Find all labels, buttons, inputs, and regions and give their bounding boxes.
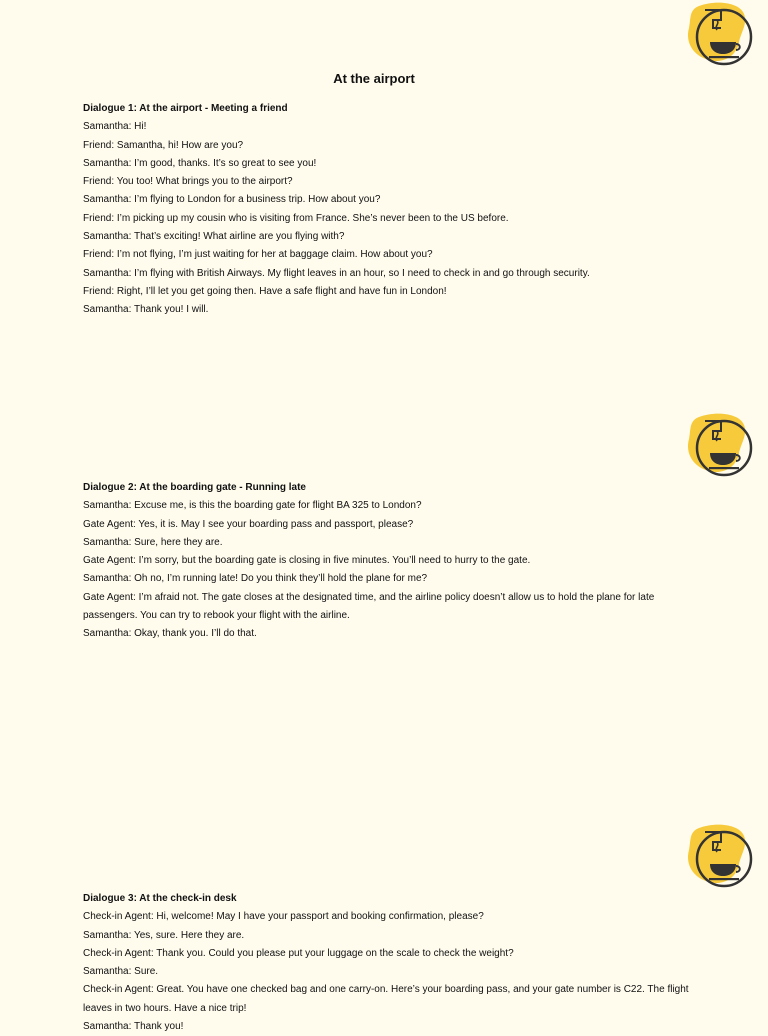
dialogue-line: Samantha: Thank you! [83, 1021, 184, 1033]
coffee-cup-logo-svg [685, 413, 755, 477]
dialogue-line: Friend: I’m picking up my cousin who is visiting from France. She’s never been to the US before. [83, 212, 509, 224]
dialogue-line: Friend: Right, I’ll let you get going then. Have a safe flight and have fun in London! [83, 285, 447, 297]
dialogue-section-2 [83, 479, 693, 644]
coffee-cup-logo-icon [685, 413, 755, 477]
dialogue-line: Samantha: Sure. [83, 966, 159, 978]
dialogue-section-3 [83, 890, 693, 1036]
dialogue-line: Samantha: Hi! [83, 121, 147, 133]
coffee-cup-logo-svg [685, 2, 755, 66]
dialogue-line: Samantha: Oh no, I’m running late! Do you think they’ll hold the plane for me? [83, 573, 428, 585]
dialogue-line: Check-in Agent: Thank you. Could you please put your luggage on the scale to check the weight? [83, 947, 514, 959]
dialogue-line: Gate Agent: Yes, it is. May I see your boarding pass and passport, please? [83, 518, 414, 530]
dialogue-line: Samantha: Excuse me, is this the boarding gate for flight BA 325 to London? [83, 500, 422, 512]
dialogue-line: Friend: I’m not flying, I’m just waiting for her at baggage claim. How about you? [83, 249, 433, 261]
dialogue-line: Samantha: Sure, here they are. [83, 536, 223, 548]
dialogue-line: Samantha: Okay, thank you. I’ll do that. [83, 628, 257, 640]
dialogue-line: Check-in Agent: Great. You have one checked bag and one carry-on. Here’s your boarding pass, and your gate number is C22. The flight leaves in two hours. Have a nice trip! [83, 984, 689, 1014]
dialogue-line: Samantha: I’m flying with British Airways. My flight leaves in an hour, so I need to check in and go through security. [83, 267, 590, 279]
dialogue-heading: Dialogue 2: At the boarding gate - Running late [83, 482, 306, 493]
coffee-cup-logo-svg [685, 824, 755, 888]
dialogue-line: Samantha: Thank you! I will. [83, 304, 209, 316]
coffee-cup-logo-icon [685, 824, 755, 888]
dialogue-heading: Dialogue 1: At the airport - Meeting a friend [83, 103, 288, 114]
dialogue-line: Samantha: That’s exciting! What airline are you flying with? [83, 231, 345, 243]
dialogue-line: Friend: You too! What brings you to the airport? [83, 176, 293, 188]
page-title: At the airport [333, 71, 415, 86]
dialogue-line: Gate Agent: I’m sorry, but the boarding gate is closing in five minutes. You’ll need to hurry to the gate. [83, 555, 531, 567]
dialogue-line: Samantha: I’m good, thanks. It’s so great to see you! [83, 157, 317, 169]
dialogue-line: Friend: Samantha, hi! How are you? [83, 139, 244, 151]
dialogue-line: Samantha: I’m flying to London for a business trip. How about you? [83, 194, 381, 206]
dialogue-line: Gate Agent: I’m afraid not. The gate closes at the designated time, and the airline policy doesn’t allow us to hold the plane for late passengers. You can try to rebook your flight with the airline. [83, 591, 655, 622]
dialogue-line: Check-in Agent: Hi, welcome! May I have your passport and booking confirmation, please? [83, 911, 484, 923]
coffee-cup-logo-icon [685, 2, 755, 66]
dialogue-line: Samantha: Yes, sure. Here they are. [83, 929, 245, 941]
dialogue-heading: Dialogue 3: At the check-in desk [83, 893, 237, 904]
dialogue-section-1 [83, 100, 693, 320]
